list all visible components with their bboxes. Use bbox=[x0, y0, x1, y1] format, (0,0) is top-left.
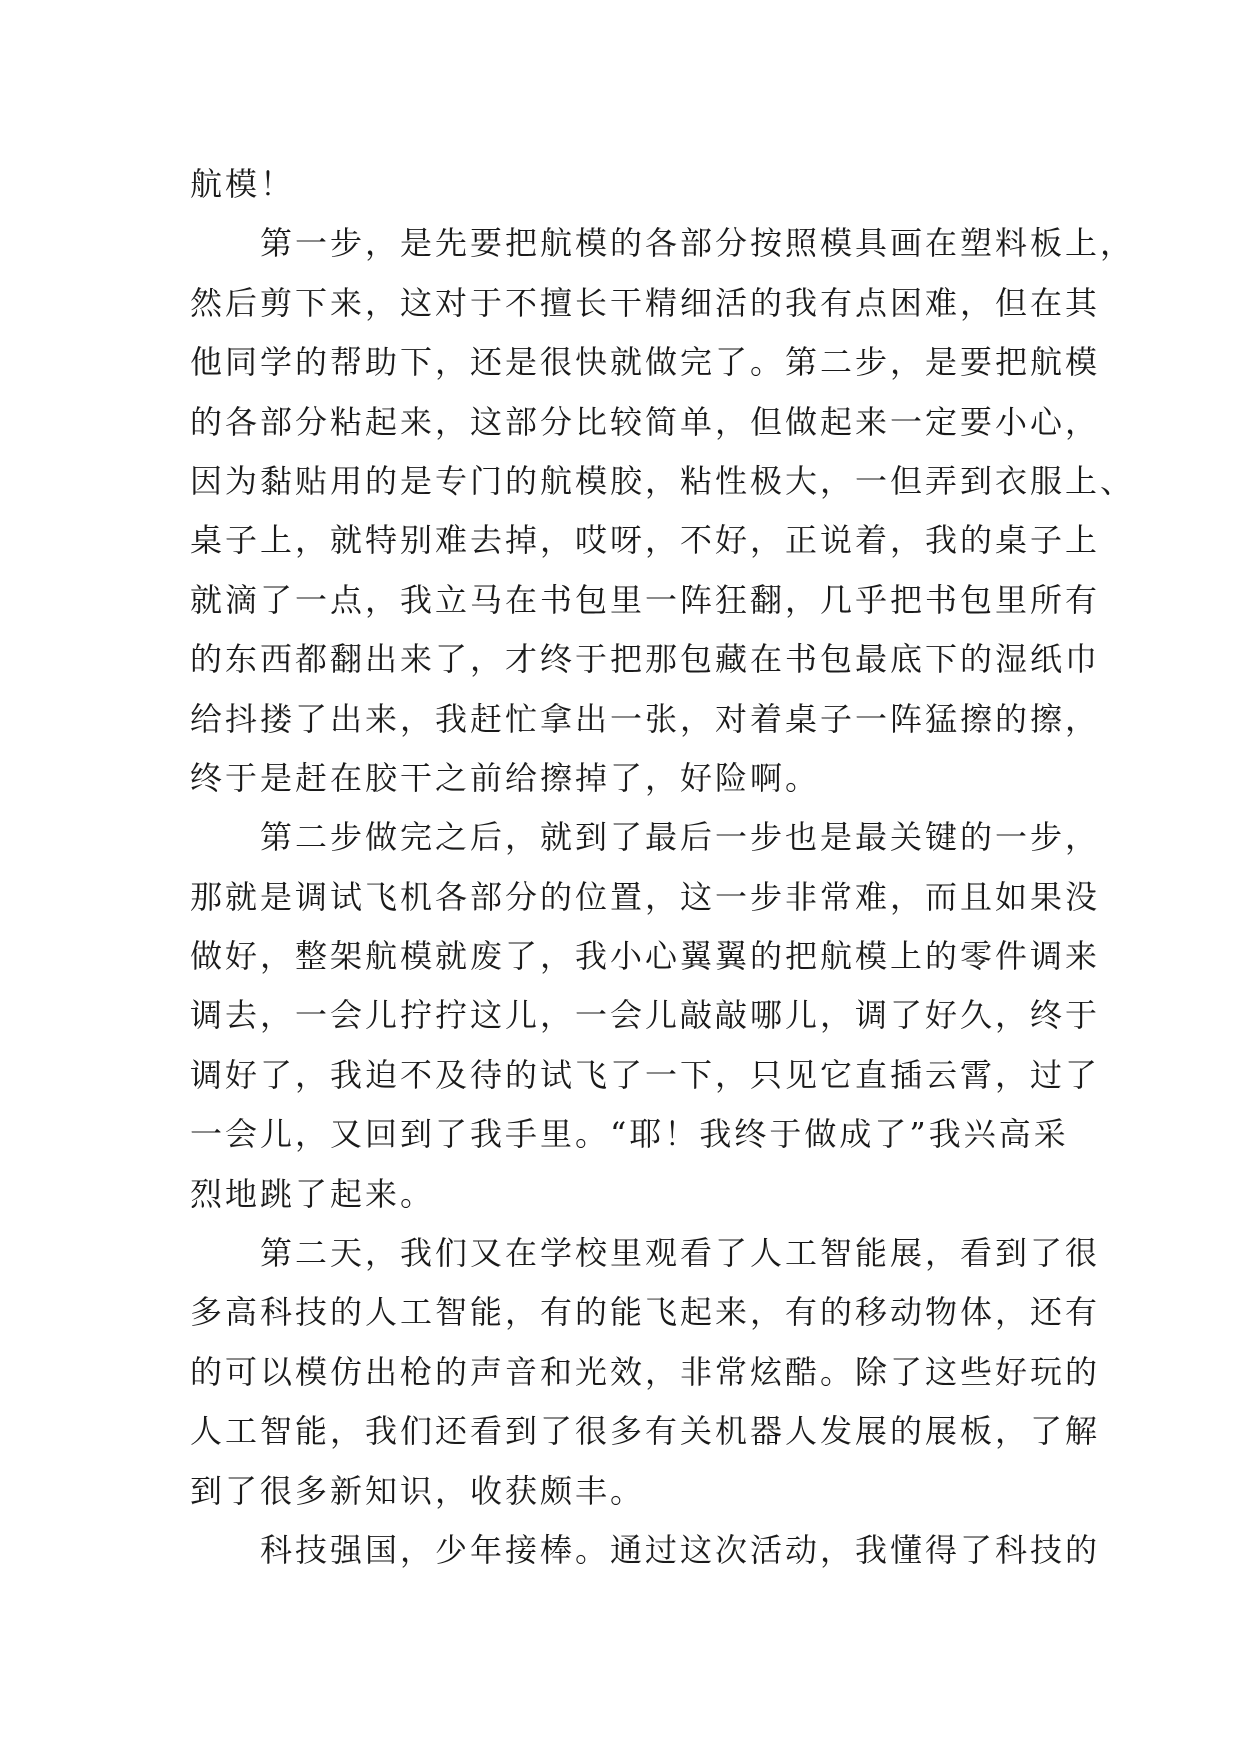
text-line: 第二天，我们又在学校里观看了人工智能展，看到了很 bbox=[260, 1234, 1101, 1273]
text-line: 做好，整架航模就废了，我小心翼翼的把航模上的零件调来 bbox=[190, 937, 1101, 976]
text-line: 第一步，是先要把航模的各部分按照模具画在塑料板上， bbox=[260, 224, 1136, 263]
document-body bbox=[190, 155, 1136, 1580]
text-line: 终于是赶在胶干之前给擦掉了，好险啊。 bbox=[190, 758, 821, 797]
text-line: 航模！ bbox=[190, 165, 296, 203]
text-line: 调去，一会儿拧拧这儿，一会儿敲敲哪儿，调了好久，终于 bbox=[190, 996, 1101, 1035]
text-line: 的可以模仿出枪的声音和光效，非常炫酷。除了这些好玩的 bbox=[190, 1352, 1101, 1391]
text-line: 的东西都翻出来了，才终于把那包藏在书包最底下的湿纸巾 bbox=[190, 640, 1101, 679]
text-line: 调好了，我迫不及待的试飞了一下，只见它直插云霄，过了 bbox=[190, 1055, 1101, 1094]
text-line: 人工智能，我们还看到了很多有关机器人发展的展板，了解 bbox=[190, 1412, 1101, 1451]
text-line: 一会儿，又回到了我手里。“耶！我终于做成了”我兴高采 bbox=[190, 1115, 1069, 1154]
paragraph-4 bbox=[190, 1224, 1101, 1521]
text-line: 那就是调试飞机各部分的位置，这一步非常难，而且如果没 bbox=[190, 877, 1101, 916]
text-line: 就滴了一点，我立马在书包里一阵狂翻，几乎把书包里所有 bbox=[190, 580, 1101, 619]
paragraph-3 bbox=[190, 808, 1101, 1224]
text-line: 给抖搂了出来，我赶忙拿出一张，对着桌子一阵猛擦的擦， bbox=[190, 699, 1101, 738]
text-line: 第二步做完之后，就到了最后一步也是最关键的一步， bbox=[260, 818, 1101, 857]
text-line: 桌子上，就特别难去掉，哎呀，不好，正说着，我的桌子上 bbox=[190, 521, 1101, 560]
paragraph-1 bbox=[190, 155, 1060, 214]
paragraph-5 bbox=[190, 1521, 1101, 1580]
text-line: 科技强国，少年接棒。通过这次活动，我懂得了科技的 bbox=[260, 1530, 1101, 1569]
paragraph-2 bbox=[190, 214, 1136, 808]
text-line: 的各部分粘起来，这部分比较简单，但做起来一定要小心， bbox=[190, 402, 1101, 441]
text-line: 然后剪下来，这对于不擅长干精细活的我有点困难，但在其 bbox=[190, 283, 1101, 322]
text-line: 他同学的帮助下，还是很快就做完了。第二步，是要把航模 bbox=[190, 343, 1101, 382]
text-line: 因为黏贴用的是专门的航模胶，粘性极大，一但弄到衣服上、 bbox=[190, 461, 1136, 500]
text-line: 烈地跳了起来。 bbox=[190, 1174, 436, 1213]
text-line: 多高科技的人工智能，有的能飞起来，有的移动物体，还有 bbox=[190, 1293, 1101, 1332]
text-line: 到了很多新知识，收获颇丰。 bbox=[190, 1471, 646, 1510]
